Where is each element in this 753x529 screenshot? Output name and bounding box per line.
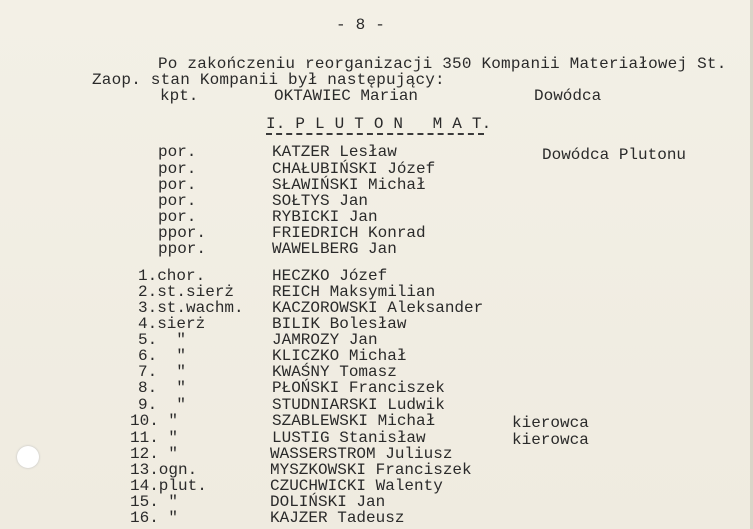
soldier-rank: 6. "	[138, 347, 187, 365]
officer-name: WAWELBERG Jan	[272, 240, 397, 258]
soldier-rank: 12. "	[130, 445, 179, 463]
soldier-rank: 11. "	[130, 429, 179, 447]
section-underline	[266, 133, 484, 135]
soldier-rank: 1.chor.	[138, 267, 206, 285]
soldier-name: CZUCHWICKI Walenty	[270, 477, 443, 495]
page-number: - 8 -	[336, 16, 386, 34]
officer-name: FRIEDRICH Konrad	[272, 224, 426, 242]
commander-rank: kpt.	[160, 87, 199, 105]
soldier-note: kierowca	[512, 414, 589, 432]
officer-rank: por.	[158, 192, 197, 210]
soldier-name: PŁOŃSKI Franciszek	[272, 379, 445, 397]
officer-name: SŁAWIŃSKI Michał	[272, 176, 426, 194]
officer-rank: por.	[158, 176, 197, 194]
commander-name: OKTAWIEC Marian	[274, 87, 419, 105]
officer-rank: ppor.	[158, 224, 207, 242]
soldier-name: DOLIŃSKI Jan	[270, 493, 386, 511]
officer-rank: por.	[158, 143, 197, 161]
intro-line-1: Po zakończeniu reorganizacji 350 Kompanii Materiałowej St.	[158, 55, 727, 73]
soldier-rank: 10. "	[130, 412, 179, 430]
intro-line-2: Zaop. stan Kompanii był następujący:	[92, 71, 445, 89]
soldier-rank: 14.plut.	[130, 477, 207, 495]
soldier-rank: 2.st.sierż	[138, 283, 235, 301]
officer-rank: por.	[158, 160, 197, 178]
officer-name: SOŁTYS Jan	[272, 192, 369, 210]
officer-name: CHAŁUBIŃSKI Józef	[272, 160, 436, 178]
soldier-rank: 5. "	[138, 331, 187, 349]
soldier-name: KAJZER Tadeusz	[270, 509, 405, 527]
officer-rank: por.	[158, 208, 197, 226]
soldier-rank: 3.st.wachm.	[138, 299, 244, 317]
section-title: I. P L U T O N M A T.	[266, 115, 492, 133]
soldier-note: kierowca	[512, 431, 589, 449]
punch-hole	[17, 446, 39, 468]
officer-note: Dowódca Plutonu	[542, 146, 687, 164]
officer-name: RYBICKI Jan	[272, 208, 378, 226]
soldier-rank: 9. "	[138, 396, 187, 414]
soldier-name: LUSTIG Stanisław	[272, 429, 426, 447]
soldier-name: MYSZKOWSKI Franciszek	[270, 461, 472, 479]
soldier-name: STUDNIARSKI Ludwik	[272, 396, 445, 414]
soldier-name: BILIK Bolesław	[272, 315, 407, 333]
soldier-name: KWAŚNY Tomasz	[272, 363, 397, 381]
officer-rank: ppor.	[158, 240, 207, 258]
soldier-rank: 15. "	[130, 493, 179, 511]
soldier-name: HECZKO Józef	[272, 267, 388, 285]
soldier-rank: 7. "	[138, 363, 187, 381]
soldier-rank: 4.sierż	[138, 315, 206, 333]
commander-role: Dowódca	[534, 87, 602, 105]
soldier-name: KLICZKO Michał	[272, 347, 407, 365]
soldier-name: WASSERSTROM Juliusz	[270, 445, 453, 463]
soldier-name: KACZOROWSKI Aleksander	[272, 299, 484, 317]
soldier-name: SZABLEWSKI Michał	[272, 412, 436, 430]
soldier-rank: 13.ogn.	[130, 461, 198, 479]
soldier-rank: 16. "	[130, 509, 179, 527]
soldier-rank: 8. "	[138, 379, 187, 397]
soldier-name: JAMROZY Jan	[272, 331, 378, 349]
soldier-name: REICH Maksymilian	[272, 283, 436, 301]
officer-name: KATZER Lesław	[272, 143, 397, 161]
